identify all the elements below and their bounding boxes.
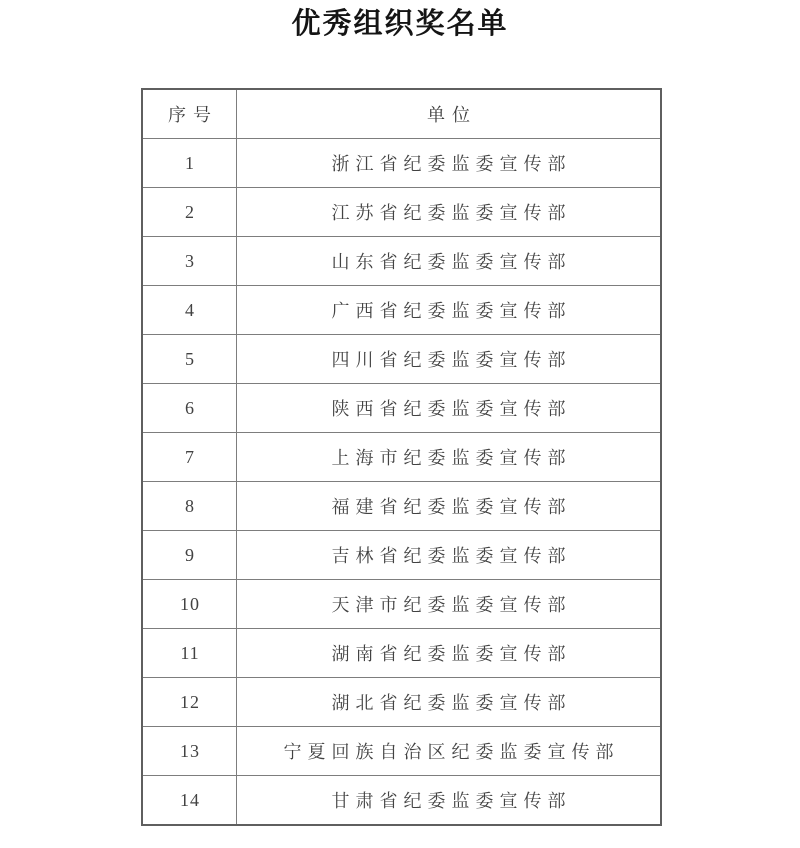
- unit-cell: 吉林省纪委监委宣传部: [237, 531, 662, 580]
- serial-number-cell: 14: [142, 776, 237, 826]
- unit-cell: 福建省纪委监委宣传部: [237, 482, 662, 531]
- serial-number-cell: 1: [142, 139, 237, 188]
- unit-cell: 江苏省纪委监委宣传部: [237, 188, 662, 237]
- table-row: [142, 580, 661, 629]
- table-row: [142, 629, 661, 678]
- table-row: [142, 188, 661, 237]
- serial-number-cell: 10: [142, 580, 237, 629]
- unit-cell: 湖北省纪委监委宣传部: [237, 678, 662, 727]
- header-unit: 单位: [237, 89, 662, 139]
- unit-cell: 陕西省纪委监委宣传部: [237, 384, 662, 433]
- serial-number-cell: 2: [142, 188, 237, 237]
- unit-cell: 宁夏回族自治区纪委监委宣传部: [237, 727, 662, 776]
- unit-cell: 上海市纪委监委宣传部: [237, 433, 662, 482]
- serial-number-cell: 11: [142, 629, 237, 678]
- table-row: [142, 139, 661, 188]
- unit-cell: 广西省纪委监委宣传部: [237, 286, 662, 335]
- table-head: [142, 89, 661, 139]
- unit-cell: 湖南省纪委监委宣传部: [237, 629, 662, 678]
- serial-number-cell: 12: [142, 678, 237, 727]
- table-row: [142, 335, 661, 384]
- unit-cell: 浙江省纪委监委宣传部: [237, 139, 662, 188]
- table-row: [142, 776, 661, 826]
- table-row: [142, 727, 661, 776]
- table-row: [142, 531, 661, 580]
- table-row: [142, 678, 661, 727]
- serial-number-cell: 3: [142, 237, 237, 286]
- table-row: [142, 433, 661, 482]
- page-title: 优秀组织奖名单: [291, 8, 509, 40]
- table-body: [142, 139, 661, 826]
- serial-number-cell: 9: [142, 531, 237, 580]
- unit-cell: 甘肃省纪委监委宣传部: [237, 776, 662, 826]
- table-row: [142, 384, 661, 433]
- serial-number-cell: 8: [142, 482, 237, 531]
- table-row: [142, 286, 661, 335]
- header-serial-number: 序号: [142, 89, 237, 139]
- award-table: [141, 88, 662, 826]
- serial-number-cell: 6: [142, 384, 237, 433]
- serial-number-cell: 13: [142, 727, 237, 776]
- table-header-row: [142, 89, 661, 139]
- table-row: [142, 237, 661, 286]
- table-row: [142, 482, 661, 531]
- unit-cell: 天津市纪委监委宣传部: [237, 580, 662, 629]
- serial-number-cell: 7: [142, 433, 237, 482]
- unit-cell: 山东省纪委监委宣传部: [237, 237, 662, 286]
- unit-cell: 四川省纪委监委宣传部: [237, 335, 662, 384]
- serial-number-cell: 5: [142, 335, 237, 384]
- serial-number-cell: 4: [142, 286, 237, 335]
